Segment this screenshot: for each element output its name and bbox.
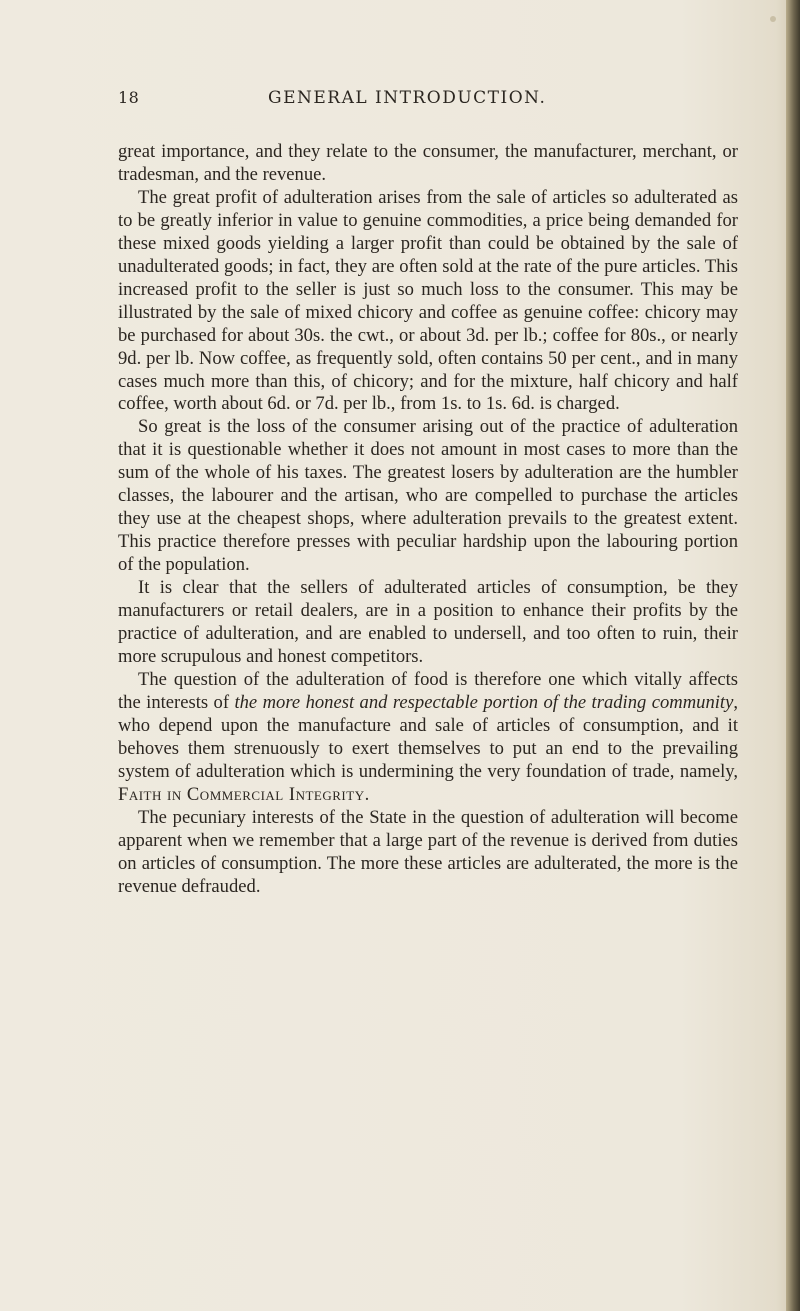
- paragraph: [118, 141, 738, 187]
- paragraph-text: It is clear that the sellers of adulterated articles of consumption, be they manufacturers or retail dealers, are in a position to enhance their profits by the practice of adulteration, and are enabled to undersell, and too often to ruin, their more scrupulous and honest competitors.: [118, 577, 738, 667]
- page-number: 18: [118, 88, 140, 107]
- paragraph: [118, 577, 738, 669]
- paragraph-text: , who depend upon the manufacture and sale of articles of consumption, and it behoves them strenuously to exert themselves to put an end to the prevailing system of adulteration which is undermining the very foundation of trade, namely,: [118, 691, 738, 782]
- body-text: [118, 141, 738, 898]
- paragraph: [118, 807, 738, 899]
- small-caps-phrase: Faith in Commercial Integrity: [118, 783, 365, 805]
- paragraph: [118, 669, 738, 807]
- paragraph-text: The question of the adulteration of food is therefore one which vitally affects the interests of: [118, 668, 738, 713]
- page-mark: [770, 16, 776, 22]
- italic-phrase: the more honest and respectable portion of the trading community: [234, 691, 734, 713]
- paragraph-text: .: [364, 783, 370, 805]
- paragraph: [118, 187, 738, 417]
- paragraph: [118, 416, 738, 577]
- binding-edge: [786, 0, 800, 1311]
- running-head: [118, 88, 738, 112]
- running-title: GENERAL INTRODUCTION.: [268, 88, 547, 108]
- paragraph-text: The pecuniary interests of the State in the question of adulteration will become apparent when we remember that a large part of the revenue is derived from duties on articles of consumption. The more these articles are adulterated, the more is the revenue defrauded.: [118, 806, 738, 897]
- paragraph-text: So great is the loss of the consumer arising out of the practice of adulteration that it is questionable whether it does not amount in most cases to more than the sum of the whole of his taxes. The greatest losers by adulteration are the humbler classes, the labourer and the artisan, who are compelled to purchase the articles they use at the cheapest shops, where adulteration prevails to the greatest extent. This practice therefore presses with peculiar hardship upon the labouring portion of the population.: [118, 416, 738, 576]
- paragraph-text: great importance, and they relate to the consumer, the manufacturer, merchant, or tradesman, and the revenue.: [118, 141, 738, 185]
- paragraph-text: The great profit of adulteration arises from the sale of articles so adulterated as to be greatly inferior in value to genuine commodities, a price being demanded for these mixed goods yielding a larger profit than could be obtained by the sale of unadulterated goods; in fact, they are often sold at the rate of the pure articles. This increased profit to the seller is just so much loss to the consumer. This may be illustrated by the sale of mixed chicory and coffee as genuine coffee: chicory may be purchased for about 30s. the cwt., or about 3d. per lb.; coffee for 80s., or nearly 9d. per lb. Now coffee, as frequently sold, often contains 50 per cent., and in many cases much more than this, of chicory; and for the mixture, half chicory and half coffee, worth about 6d. or 7d. per lb., from 1s. to 1s. 6d. is charged.: [118, 186, 738, 415]
